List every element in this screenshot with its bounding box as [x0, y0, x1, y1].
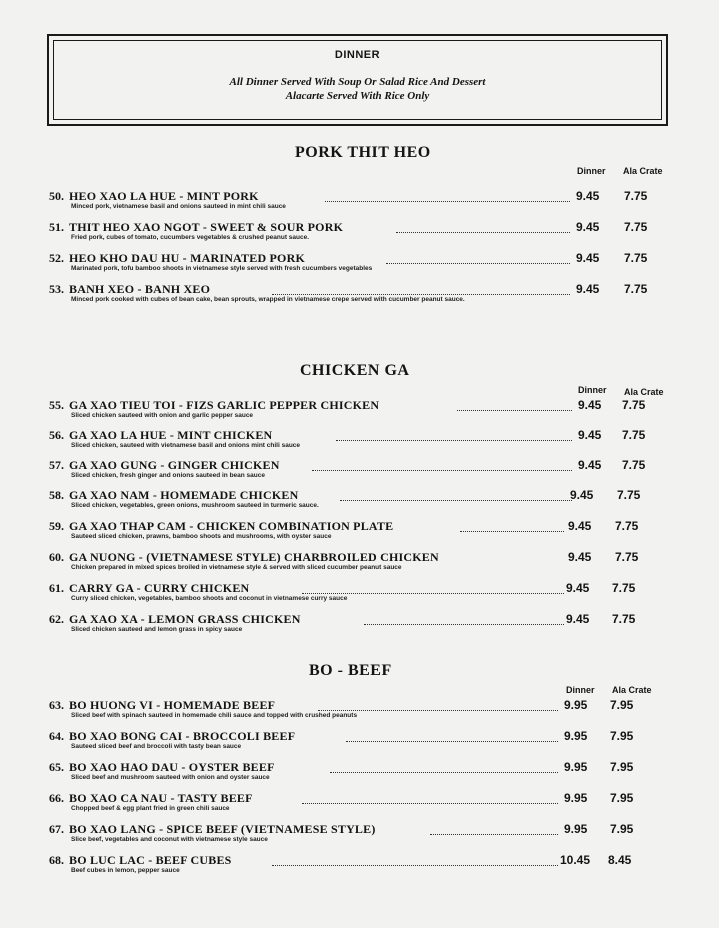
- col-alacarte-beef: Ala Crate: [612, 685, 652, 695]
- item-price-alacarte: 7.75: [615, 550, 639, 564]
- dot-leader: [330, 772, 558, 773]
- item-description: Marinated pork, tofu bamboo shoots in vietnamese style served with fresh cucumbers vegetables: [71, 265, 373, 272]
- item-price-alacarte: 7.75: [622, 428, 646, 442]
- item-name: BO XAO LANG - SPICE BEEF (VIETNAMESE STYLE): [69, 822, 376, 836]
- item-number: 67.: [49, 822, 64, 836]
- item-price-dinner: 9.95: [564, 791, 588, 805]
- dinner-header-inner: [53, 40, 662, 120]
- item-price-alacarte: 7.75: [612, 612, 636, 626]
- dot-leader: [318, 710, 558, 711]
- dinner-header-line2: Alacarte Served With Rice Only: [285, 90, 430, 102]
- item-description: Beef cubes in lemon, pepper sauce: [71, 867, 180, 874]
- dinner-header-box: [47, 34, 668, 126]
- menu-item: [0, 612, 719, 642]
- item-description: Minced pork cooked with cubes of bean cake, bean sprouts, wrapped in vietnamese crepe served with cucumber peanut sauce.: [71, 296, 465, 303]
- dot-leader: [457, 410, 572, 411]
- item-number: 59.: [49, 519, 64, 533]
- item-price-dinner: 9.45: [578, 428, 602, 442]
- item-price-alacarte: 7.75: [615, 519, 639, 533]
- item-price-dinner: 9.95: [564, 698, 588, 712]
- section-title-beef: BO - BEEF: [309, 662, 392, 679]
- item-description: Sliced chicken sauteed and lemon grass in spicy sauce: [71, 626, 243, 633]
- item-price-dinner: 9.45: [568, 550, 592, 564]
- item-price-dinner: 9.45: [576, 282, 600, 296]
- menu-item: [0, 220, 719, 250]
- item-price-alacarte: 7.95: [610, 822, 634, 836]
- dot-leader: [272, 865, 558, 866]
- item-number: 57.: [49, 458, 64, 472]
- item-number: 64.: [49, 729, 64, 743]
- dinner-header-title: DINNER: [334, 49, 381, 61]
- item-description: Sliced beef with spinach sauteed in homemade chili sauce and topped with crushed peanuts: [71, 712, 358, 719]
- item-number: 65.: [49, 760, 64, 774]
- item-price-alacarte: 7.75: [612, 581, 636, 595]
- menu-item: [0, 760, 719, 790]
- item-price-alacarte: 7.95: [610, 760, 634, 774]
- item-number: 58.: [49, 488, 64, 502]
- menu-item: [0, 458, 719, 488]
- item-description: Curry sliced chicken, vegetables, bamboo shoots and coconut in vietnamese curry sauce: [71, 595, 348, 602]
- dot-leader: [364, 624, 564, 625]
- col-dinner-beef: Dinner: [566, 685, 595, 695]
- dot-leader: [302, 803, 558, 804]
- item-number: 53.: [49, 282, 64, 296]
- item-number: 68.: [49, 853, 64, 867]
- item-price-dinner: 9.45: [576, 251, 600, 265]
- col-alacarte-pork: Ala Crate: [623, 166, 663, 176]
- item-price-alacarte: 7.75: [624, 220, 648, 234]
- item-price-alacarte: 7.95: [610, 791, 634, 805]
- item-number: 50.: [49, 189, 64, 203]
- item-price-alacarte: 8.45: [608, 853, 632, 867]
- dot-leader: [312, 470, 572, 471]
- dot-leader: [302, 593, 564, 594]
- item-price-dinner: 9.45: [566, 581, 590, 595]
- item-description: Minced pork, vietnamese basil and onions sauteed in mint chili sauce: [71, 203, 286, 210]
- dot-leader: [396, 232, 570, 233]
- dot-leader: [430, 834, 558, 835]
- item-description: Sliced chicken, vegetables, green onions, mushroom sauteed in turmeric sauce.: [71, 502, 319, 509]
- item-price-dinner: 9.45: [568, 519, 592, 533]
- dot-leader: [340, 500, 572, 501]
- item-price-alacarte: 7.95: [610, 698, 634, 712]
- dot-leader: [460, 531, 564, 532]
- item-price-alacarte: 7.95: [610, 729, 634, 743]
- item-number: 63.: [49, 698, 64, 712]
- section-title-pork: PORK THIT HEO: [295, 144, 431, 161]
- item-number: 55.: [49, 398, 64, 412]
- item-name: GA XAO NAM - HOMEMADE CHICKEN: [69, 488, 299, 502]
- item-price-dinner: 9.95: [564, 822, 588, 836]
- item-name: GA XAO THAP CAM - CHICKEN COMBINATION PLATE: [69, 519, 394, 533]
- item-description: Sliced chicken, fresh ginger and onions sauteed in bean sauce: [71, 472, 265, 479]
- dot-leader: [346, 741, 558, 742]
- item-name: BO XAO HAO DAU - OYSTER BEEF: [69, 760, 275, 774]
- item-name: BO LUC LAC - BEEF CUBES: [69, 853, 232, 867]
- item-name: GA XAO XA - LEMON GRASS CHICKEN: [69, 612, 301, 626]
- dot-leader: [272, 294, 570, 295]
- item-number: 62.: [49, 612, 64, 626]
- item-number: 66.: [49, 791, 64, 805]
- item-number: 60.: [49, 550, 64, 564]
- item-price-dinner: 9.95: [564, 729, 588, 743]
- menu-item: [0, 581, 719, 611]
- item-price-dinner: 9.45: [570, 488, 594, 502]
- item-price-alacarte: 7.75: [622, 398, 646, 412]
- item-name: GA NUONG - (VIETNAMESE STYLE) CHARBROILED CHICKEN: [69, 550, 439, 564]
- item-price-alacarte: 7.75: [624, 251, 648, 265]
- menu-item: [0, 189, 719, 219]
- item-name: BO XAO CA NAU - TASTY BEEF: [69, 791, 253, 805]
- item-price-alacarte: 7.75: [622, 458, 646, 472]
- item-description: Slice beef, vegetables and coconut with vietnamese style sauce: [71, 836, 268, 843]
- item-price-dinner: 9.45: [576, 220, 600, 234]
- item-description: Sliced chicken sauteed with onion and garlic pepper sauce: [71, 412, 254, 419]
- item-price-alacarte: 7.75: [617, 488, 641, 502]
- menu-item: [0, 729, 719, 759]
- item-description: Chopped beef & egg plant fried in green chili sauce: [71, 805, 230, 812]
- item-name: GA XAO TIEU TOI - FIZS GARLIC PEPPER CHICKEN: [69, 398, 380, 412]
- item-name: THIT HEO XAO NGOT - SWEET & SOUR PORK: [69, 220, 344, 234]
- item-number: 61.: [49, 581, 64, 595]
- item-number: 56.: [49, 428, 64, 442]
- menu-item: [0, 698, 719, 728]
- item-price-dinner: 9.95: [564, 760, 588, 774]
- item-price-alacarte: 7.75: [624, 282, 648, 296]
- item-price-dinner: 9.45: [578, 398, 602, 412]
- menu-item: [0, 791, 719, 821]
- menu-item: [0, 251, 719, 281]
- item-price-dinner: 9.45: [576, 189, 600, 203]
- col-alacarte-chicken: Ala Crate: [624, 387, 664, 397]
- item-name: GA XAO GUNG - GINGER CHICKEN: [69, 458, 280, 472]
- item-name: HEO KHO DAU HU - MARINATED PORK: [69, 251, 305, 265]
- item-description: Fried pork, cubes of tomato, cucumbers vegetables & crushed peanut sauce.: [71, 234, 310, 241]
- item-description: Sliced beef and mushroom sauteed with onion and oyster sauce: [71, 774, 270, 781]
- item-description: Chicken prepared in mixed spices broiled in vietnamese style & served with sliced cucumber peanut sauce: [71, 564, 402, 571]
- col-dinner-pork: Dinner: [577, 166, 606, 176]
- item-price-dinner: 9.45: [578, 458, 602, 472]
- item-number: 52.: [49, 251, 64, 265]
- menu-item: [0, 488, 719, 518]
- menu-item: [0, 853, 719, 883]
- item-name: BANH XEO - BANH XEO: [69, 282, 211, 296]
- menu-item: [0, 428, 719, 458]
- menu-item: [0, 822, 719, 852]
- item-name: GA XAO LA HUE - MINT CHICKEN: [69, 428, 273, 442]
- menu-item: [0, 519, 719, 549]
- dot-leader: [325, 201, 570, 202]
- item-price-dinner: 10.45: [560, 853, 591, 867]
- item-description: Sliced chicken, sauteed with vietnamese basil and onions mint chili sauce: [71, 442, 301, 449]
- menu-item: [0, 550, 719, 580]
- menu-item: [0, 282, 719, 312]
- dot-leader: [336, 440, 572, 441]
- item-price-alacarte: 7.75: [624, 189, 648, 203]
- section-title-chicken: CHICKEN GA: [300, 362, 410, 379]
- item-price-dinner: 9.45: [566, 612, 590, 626]
- dot-leader: [386, 263, 570, 264]
- dinner-header-line1: All Dinner Served With Soup Or Salad Rice And Dessert: [229, 76, 486, 88]
- col-dinner-chicken: Dinner: [578, 385, 607, 395]
- menu-item: [0, 398, 719, 428]
- item-description: Sauteed sliced chicken, prawns, bamboo shoots and mushrooms, with oyster sauce: [71, 533, 332, 540]
- item-number: 51.: [49, 220, 64, 234]
- item-name: BO HUONG VI - HOMEMADE BEEF: [69, 698, 276, 712]
- item-name: CARRY GA - CURRY CHICKEN: [69, 581, 250, 595]
- item-name: HEO XAO LA HUE - MINT PORK: [69, 189, 259, 203]
- item-description: Sauteed sliced beef and broccoli with tasty bean sauce: [71, 743, 242, 750]
- item-name: BO XAO BONG CAI - BROCCOLI BEEF: [69, 729, 296, 743]
